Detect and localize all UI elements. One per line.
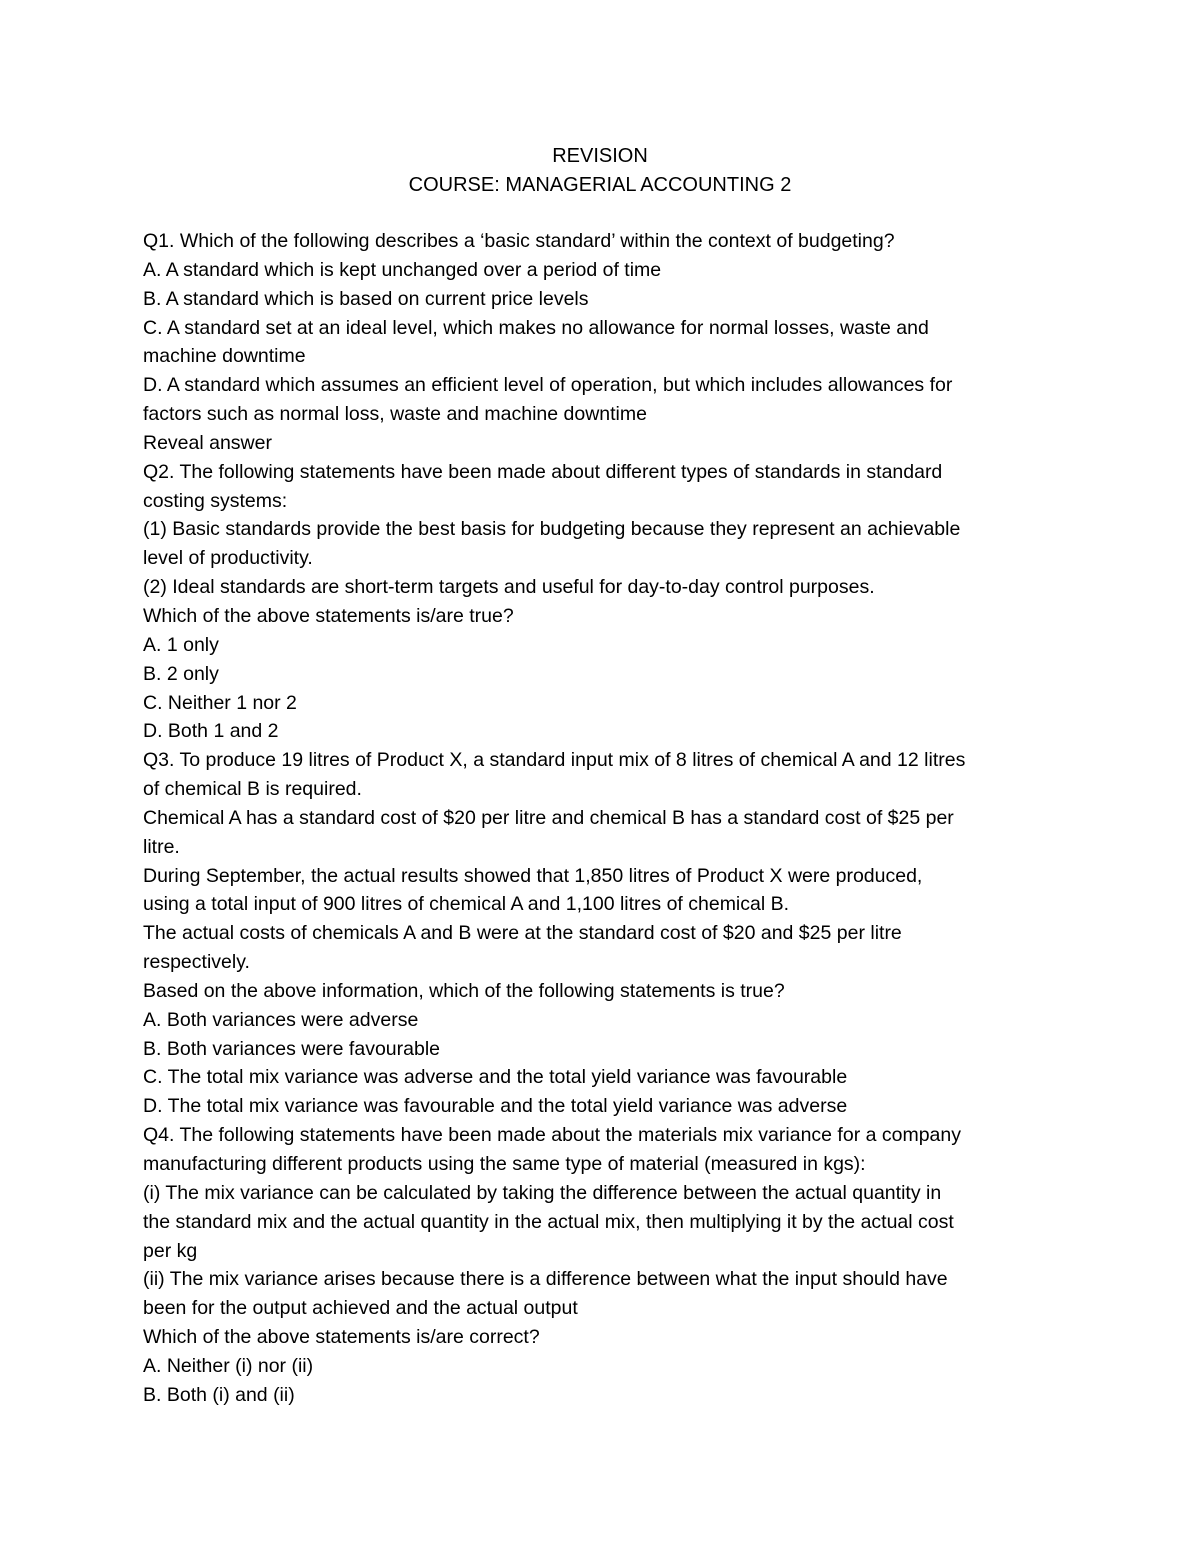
q2-option-b: B. 2 only	[143, 662, 219, 685]
document-title: REVISION	[552, 145, 648, 167]
q3-question: Q3. To produce 19 litres of Product X, a standard input mix of 8 litres of chemical A and 12 litres	[143, 749, 966, 772]
q4-option-a: A. Neither (i) nor (ii)	[143, 1354, 314, 1377]
q4-question: Q4. The following statements have been made about the materials mix variance for a company	[143, 1124, 961, 1147]
q1-option-a: A. A standard which is kept unchanged over a period of time	[143, 258, 662, 281]
q2-prompt: Which of the above statements is/are true?	[143, 604, 514, 627]
q3-option-b: B. Both variances were favourable	[143, 1037, 440, 1060]
q3-cost-info: Chemical A has a standard cost of $20 per litre and chemical B has a standard cost of $25 per	[143, 806, 954, 829]
course-title: COURSE: MANAGERIAL ACCOUNTING 2	[408, 174, 792, 196]
q2-question-cont: costing systems:	[143, 489, 288, 512]
q2-option-a: A. 1 only	[143, 633, 219, 656]
q3-prompt: Based on the above information, which of the following statements is true?	[143, 979, 785, 1002]
q2-statement-1-cont: level of productivity.	[143, 547, 313, 570]
q2-option-c: C. Neither 1 nor 2	[143, 691, 297, 714]
q3-actual-costs: The actual costs of chemicals A and B were at the standard cost of $20 and $25 per litre	[143, 922, 902, 945]
q3-actual-results-cont: using a total input of 900 litres of chemical A and 1,100 litres of chemical B.	[143, 893, 790, 916]
q1-option-d-cont: factors such as normal loss, waste and machine downtime	[143, 403, 647, 426]
q4-statement-i: (i) The mix variance can be calculated by taking the difference between the actual quantity in	[143, 1181, 942, 1204]
q1-option-c: C. A standard set at an ideal level, which makes no allowance for normal losses, waste and	[143, 316, 929, 339]
q3-actual-costs-cont: respectively.	[143, 951, 250, 974]
reveal-answer-text: Reveal answer	[143, 431, 272, 454]
q1-question: Q1. Which of the following describes a ‘basic standard’ within the context of budgeting?	[143, 230, 895, 252]
q4-statement-i-cont: the standard mix and the actual quantity in the actual mix, then multiplying it by the actual cost	[143, 1210, 954, 1233]
q2-statement-1: (1) Basic standards provide the best basis for budgeting because they represent an achievable	[143, 518, 961, 541]
q3-option-c: C. The total mix variance was adverse and the total yield variance was favourable	[143, 1066, 848, 1089]
q3-option-a: A. Both variances were adverse	[143, 1008, 419, 1031]
q3-cost-info-cont: litre.	[143, 835, 180, 858]
q1-option-b: B. A standard which is based on current price levels	[143, 287, 589, 310]
document-body	[143, 227, 1073, 1410]
q4-statement-ii: (ii) The mix variance arises because there is a difference between what the input should have	[143, 1268, 948, 1291]
q3-question-cont: of chemical B is required.	[143, 778, 362, 801]
q1-option-d: D. A standard which assumes an efficient level of operation, but which includes allowances for	[143, 374, 953, 397]
q2-question: Q2. The following statements have been made about different types of standards in standard	[143, 460, 943, 483]
q4-prompt: Which of the above statements is/are correct?	[143, 1326, 540, 1349]
q4-question-cont: manufacturing different products using the same type of material (measured in kgs):	[143, 1153, 866, 1175]
q3-actual-results: During September, the actual results showed that 1,850 litres of Product X were produced,	[143, 864, 923, 887]
q3-option-d: D. The total mix variance was favourable and the total yield variance was adverse	[143, 1095, 848, 1118]
q4-option-b: B. Both (i) and (ii)	[143, 1383, 295, 1406]
q2-option-d: D. Both 1 and 2	[143, 720, 279, 743]
q4-statement-i-cont-2: per kg	[143, 1239, 198, 1262]
q1-option-c-cont: machine downtime	[143, 345, 306, 368]
q2-statement-2: (2) Ideal standards are short-term targets and useful for day-to-day control purposes.	[143, 576, 875, 599]
q4-statement-ii-cont: been for the output achieved and the actual output	[143, 1297, 578, 1320]
